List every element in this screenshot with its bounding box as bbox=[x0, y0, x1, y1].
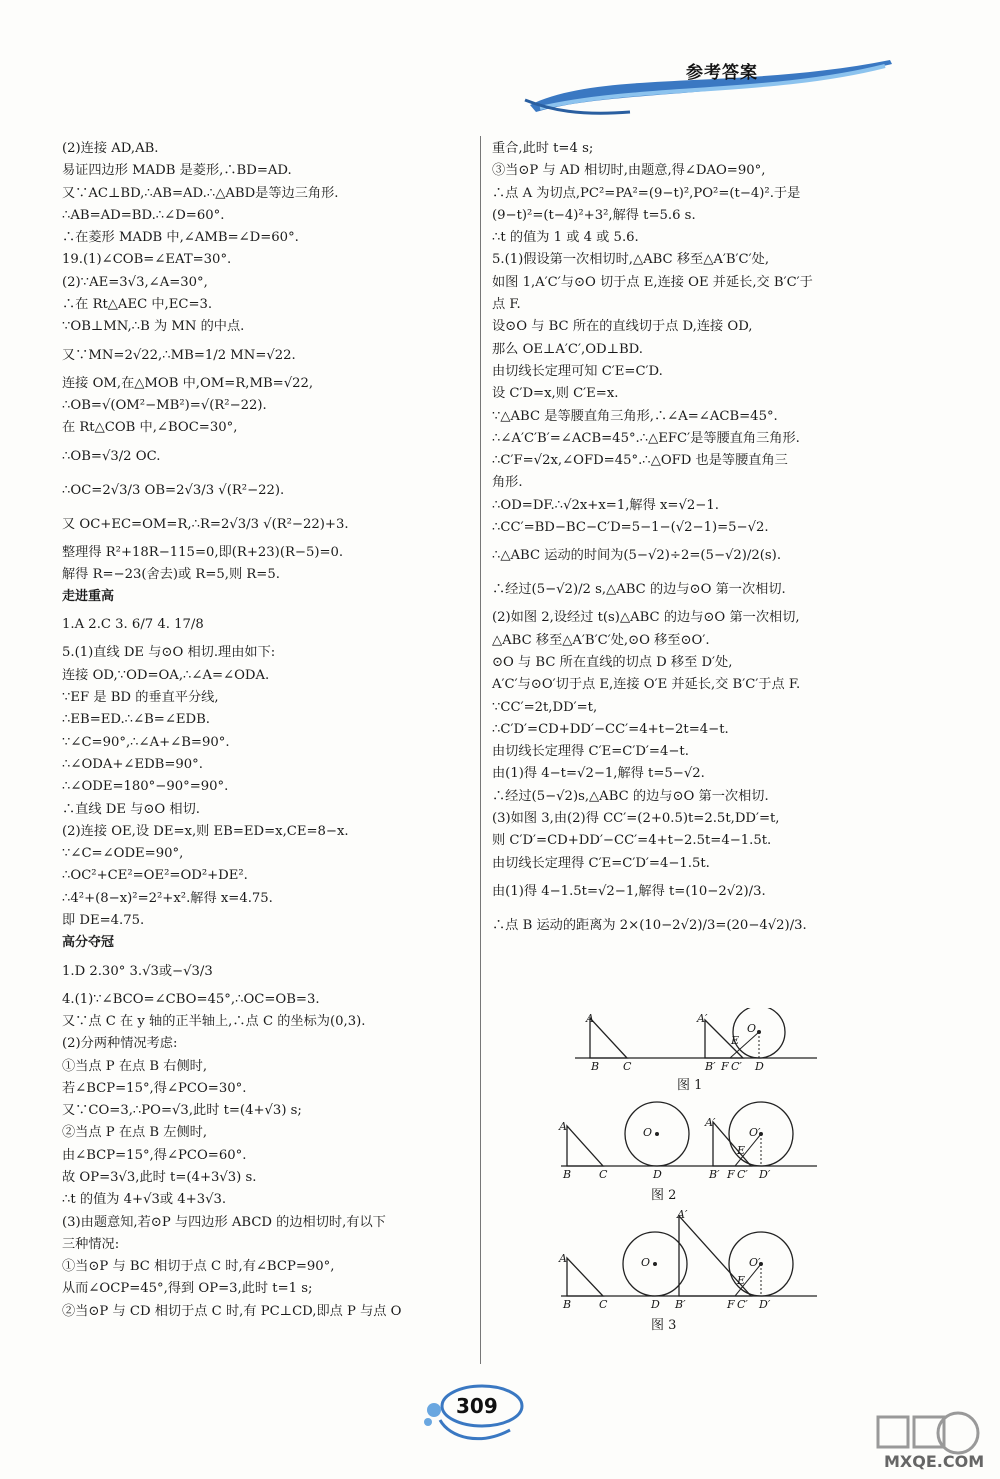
figure-2 bbox=[555, 1098, 825, 1208]
fig2-label: A bbox=[559, 1120, 567, 1133]
text-line: 重合,此时 t=4 s; bbox=[492, 141, 594, 156]
fig1-label: C′ bbox=[731, 1060, 742, 1073]
text-line: (9−t)²=(t−4)²+3²,解得 t=5.6 s. bbox=[492, 207, 696, 223]
text-line: 易证四边形 MADB 是菱形,∴BD=AD. bbox=[62, 163, 292, 179]
watermark-text: MXQE.COM bbox=[884, 1452, 985, 1471]
text-line: 角形. bbox=[492, 475, 523, 491]
fig3-label: D bbox=[651, 1298, 660, 1311]
text-line: ∴OB=√3/2 OC. bbox=[62, 448, 161, 464]
text-line: 整理得 R²+18R−115=0,即(R+23)(R−5)=0. bbox=[62, 544, 344, 560]
text-line: ∴OC²+CE²=OE²=OD²+DE². bbox=[62, 868, 248, 884]
text-line: (2)连接 AD,AB. bbox=[62, 141, 159, 156]
text-line: 由切线长定理得 C′E=C′D′=4−1.5t. bbox=[492, 855, 710, 871]
fig2-label: O bbox=[643, 1126, 653, 1139]
text-line: (3)由题意知,若⊙P 与四边形 ABCD 的边相切时,有以下 bbox=[62, 1214, 386, 1230]
text-line: ∴在菱形 MADB 中,∠AMB=∠D=60°. bbox=[62, 230, 299, 246]
text-line: (2)∵AE=3√3,∠A=30°, bbox=[62, 274, 208, 290]
right-column bbox=[492, 138, 912, 943]
text-line: 又∵AC⊥BD,∴AB=AD.∴△ABD是等边三角形. bbox=[62, 185, 339, 201]
fig3-label: C′ bbox=[737, 1298, 748, 1311]
text-line: 三种情况: bbox=[62, 1236, 120, 1252]
fig2-label: F bbox=[727, 1168, 735, 1181]
text-line: 故 OP=3√3,此时 t=(4+3√3) s. bbox=[62, 1169, 257, 1185]
text-line: ∵∠C=∠ODE=90°, bbox=[62, 846, 184, 862]
text-line: 连接 OM,在△MOB 中,OM=R,MB=√22, bbox=[62, 375, 314, 391]
fig3-caption: 图 3 bbox=[651, 1318, 677, 1333]
text-line: ∴t 的值为 4+√3或 4+3√3. bbox=[62, 1192, 227, 1208]
fig2-label: C bbox=[599, 1168, 608, 1181]
fig3-label: E bbox=[737, 1274, 746, 1287]
fig1-label: A′ bbox=[697, 1012, 708, 1025]
text-line: 由切线长定理可知 C′E=C′D. bbox=[492, 363, 663, 379]
text-line: 4.(1)∵∠BCO=∠CBO=45°,∴OC=OB=3. bbox=[62, 991, 320, 1007]
text-line: 由切线长定理得 C′E=C′D′=4−t. bbox=[492, 744, 689, 760]
text-line: ∵△ABC 是等腰直角三角形,∴∠A=∠ACB=45°. bbox=[492, 408, 778, 424]
fig2-label: D′ bbox=[759, 1168, 771, 1181]
fig3-label: D′ bbox=[759, 1298, 771, 1311]
section-heading: 走进重高 bbox=[62, 589, 115, 605]
text-line: ∴经过(5−√2)s,△ABC 的边与⊙O 第一次相切. bbox=[492, 788, 769, 804]
fig3-label: F bbox=[727, 1298, 735, 1311]
fig3-label: B bbox=[563, 1298, 572, 1311]
text-line: ∴OD=DF.∴√2x+x=1,解得 x=√2−1. bbox=[492, 497, 719, 513]
text-line: 又 OC+EC=OM=R,∴R=2√3/3 √(R²−22)+3. bbox=[62, 516, 349, 532]
fig1-label: B′ bbox=[705, 1060, 716, 1073]
fig2-label: B′ bbox=[709, 1168, 720, 1181]
text-line: 由(1)得 4−t=√2−1,解得 t=5−√2. bbox=[492, 766, 705, 782]
text-line: 5.(1)直线 DE 与⊙O 相切.理由如下: bbox=[62, 645, 276, 661]
text-line: 又∵点 C 在 y 轴的正半轴上,∴点 C 的坐标为(0,3). bbox=[62, 1013, 366, 1029]
text-line: (2)分两种情况考虑: bbox=[62, 1036, 178, 1052]
text-line: 解得 R=−23(舍去)或 R=5,则 R=5. bbox=[62, 566, 280, 582]
figure-1 bbox=[555, 1008, 825, 1098]
text-line: ①当点 P 在点 B 右侧时, bbox=[62, 1058, 208, 1074]
text-line: ∴EB=ED.∴∠B=∠EDB. bbox=[62, 712, 210, 728]
text-line: ∴点 B 运动的距离为 2×(10−2√2)/3=(20−4√2)/3. bbox=[492, 917, 807, 933]
fig3-label: C bbox=[599, 1298, 608, 1311]
text-line: 设 C′D=x,则 C′E=x. bbox=[492, 386, 619, 402]
fig3-label: O bbox=[641, 1256, 651, 1269]
text-line: ∴∠ODE=180°−90°=90°. bbox=[62, 779, 229, 795]
text-line: ∴点 A 为切点,PC²=PA²=(9−t)²,PO²=(t−4)².于是 bbox=[492, 185, 801, 201]
fig2-label: A′ bbox=[705, 1116, 716, 1129]
left-column bbox=[62, 138, 462, 1323]
text-line: ∴4²+(8−x)²=2²+x².解得 x=4.75. bbox=[62, 890, 273, 906]
text-line: 若∠BCP=15°,得∠PCO=30°. bbox=[62, 1080, 247, 1096]
text-line: 19.(1)∠COB=∠EAT=30°. bbox=[62, 252, 232, 268]
text-line: 从而∠OCP=45°,得到 OP=3,此时 t=1 s; bbox=[62, 1281, 313, 1297]
text-line: 则 C′D′=CD+DD′−CC′=4+t−2.5t=4−1.5t. bbox=[492, 833, 772, 849]
text-line: 又∵CO=3,∴PO=√3,此时 t=(4+√3) s; bbox=[62, 1103, 302, 1119]
text-line: 那么 OE⊥A′C′,OD⊥BD. bbox=[492, 341, 643, 357]
text-line: 1.A 2.C 3. 6/7 4. 17/8 bbox=[62, 617, 204, 633]
column-divider bbox=[480, 136, 481, 1364]
section-heading: 高分夺冠 bbox=[62, 935, 115, 951]
fig2-label: B bbox=[563, 1168, 572, 1181]
text-line: 连接 OD,∵OD=OA,∴∠A=∠ODA. bbox=[62, 667, 270, 683]
text-line: 由∠BCP=15°,得∠PCO=60°. bbox=[62, 1147, 247, 1163]
fig2-caption: 图 2 bbox=[651, 1188, 677, 1203]
fig1-caption: 图 1 bbox=[677, 1078, 703, 1093]
fig3-label: A bbox=[559, 1252, 567, 1265]
header-title: 参考答案 bbox=[686, 63, 758, 83]
fig3-label: O′ bbox=[749, 1256, 761, 1269]
text-line: ∴t 的值为 1 或 4 或 5.6. bbox=[492, 230, 639, 246]
text-line: ∴△ABC 运动的时间为(5−√2)÷2=(5−√2)/2(s). bbox=[492, 548, 782, 564]
fig3-label: A′ bbox=[677, 1208, 688, 1221]
text-line: 由(1)得 4−1.5t=√2−1,解得 t=(10−2√2)/3. bbox=[492, 883, 766, 899]
text-line: ②当点 P 在点 B 左侧时, bbox=[62, 1125, 208, 1141]
figure-3 bbox=[555, 1208, 825, 1338]
text-line: (2)如图 2,设经过 t(s)△ABC 的边与⊙O 第一次相切, bbox=[492, 610, 800, 626]
fig1-label: F bbox=[721, 1060, 729, 1073]
fig2-label: O′ bbox=[749, 1126, 761, 1139]
text-line: 在 Rt△COB 中,∠BOC=30°, bbox=[62, 420, 238, 436]
text-line: ∴在 Rt△AEC 中,EC=3. bbox=[62, 297, 213, 313]
text-line: 又∵MN=2√22,∴MB=1/2 MN=√22. bbox=[62, 347, 296, 363]
text-line: ②当⊙P 与 CD 相切于点 C 时,有 PC⊥CD,即点 P 与点 O bbox=[62, 1303, 402, 1319]
fig2-label: D bbox=[653, 1168, 662, 1181]
fig2-label: C′ bbox=[737, 1168, 748, 1181]
text-line: ∴C′D′=CD+DD′−CC′=4+t−2t=4−t. bbox=[492, 721, 729, 737]
fig2-label: E bbox=[737, 1144, 746, 1157]
text-line: 设⊙O 与 BC 所在的直线切于点 D,连接 OD, bbox=[492, 319, 753, 335]
text-line: ∵CC′=2t,DD′=t, bbox=[492, 699, 598, 715]
text-line: ∵EF 是 BD 的垂直平分线, bbox=[62, 690, 219, 706]
text-line: ∴CC′=BD−BC−C′D=5−1−(√2−1)=5−√2. bbox=[492, 520, 769, 536]
text-line: ∴C′F=√2x,∠OFD=45°.∴△OFD 也是等腰直角三 bbox=[492, 453, 788, 469]
text-line: ∴AB=AD=BD.∴∠D=60°. bbox=[62, 207, 225, 223]
fig1-label: D bbox=[755, 1060, 764, 1073]
fig3-label: B′ bbox=[675, 1298, 686, 1311]
text-line: ①当⊙P 与 BC 相切于点 C 时,有∠BCP=90°, bbox=[62, 1259, 335, 1275]
text-line: 即 DE=4.75. bbox=[62, 913, 145, 929]
fig1-label: C bbox=[623, 1060, 632, 1073]
text-line: (2)连接 OE,设 DE=x,则 EB=ED=x,CE=8−x. bbox=[62, 823, 349, 839]
fig1-label: B bbox=[591, 1060, 600, 1073]
text-line: ∴直线 DE 与⊙O 相切. bbox=[62, 801, 200, 817]
text-line: 点 F. bbox=[492, 297, 521, 313]
text-line: 5.(1)假设第一次相切时,△ABC 移至△A′B′C′处, bbox=[492, 252, 770, 268]
text-line: 1.D 2.30° 3.√3或−√3/3 bbox=[62, 963, 213, 979]
text-line: A′C′与⊙O′切于点 E,连接 O′E 并延长,交 B′C′于点 F. bbox=[492, 677, 801, 693]
text-line: ∴∠ODA+∠EDB=90°. bbox=[62, 756, 203, 772]
text-line: 如图 1,A′C′与⊙O 切于点 E,连接 OE 并延长,交 B′C′于 bbox=[492, 274, 813, 290]
fig1-label: O bbox=[747, 1022, 757, 1035]
text-line: (3)如图 3,由(2)得 CC′=(2+0.5)t=2.5t,DD′=t, bbox=[492, 811, 780, 827]
fig1-label: E bbox=[731, 1034, 740, 1047]
text-line: ∵∠C=90°,∴∠A+∠B=90°. bbox=[62, 734, 230, 750]
page-number: 309 bbox=[456, 1394, 498, 1418]
text-line: ∴OC=2√3/3 OB=2√3/3 √(R²−22). bbox=[62, 482, 285, 498]
text-line: ∴∠A′C′B′=∠ACB=45°.∴△EFC′是等腰直角三角形. bbox=[492, 430, 800, 446]
text-line: ⊙O 与 BC 所在直线的切点 D 移至 D′处, bbox=[492, 654, 733, 670]
text-line: ③当⊙P 与 AD 相切时,由题意,得∠DAO=90°, bbox=[492, 163, 766, 179]
fig1-label: A bbox=[586, 1012, 594, 1025]
text-line: ∴OB=√(OM²−MB²)=√(R²−22). bbox=[62, 397, 267, 413]
text-line: △ABC 移至△A′B′C′处,⊙O 移至⊙O′. bbox=[492, 632, 710, 648]
text-line: ∴经过(5−√2)/2 s,△ABC 的边与⊙O 第一次相切. bbox=[492, 582, 786, 598]
text-line: ∵OB⊥MN,∴B 为 MN 的中点. bbox=[62, 319, 245, 335]
